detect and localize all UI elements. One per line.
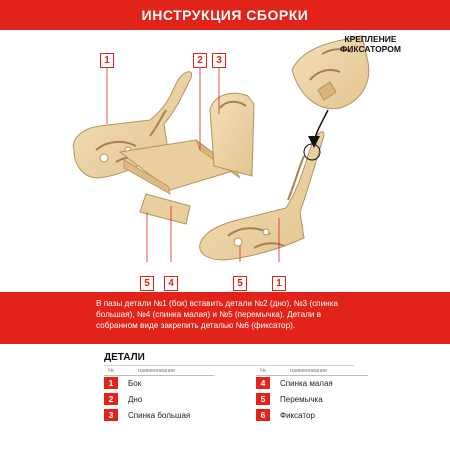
col-num-left: № bbox=[108, 368, 114, 374]
marker-part-1-back: 1 bbox=[100, 53, 114, 68]
col-name-left: наименование bbox=[138, 368, 176, 374]
callout-line-2: ФИКСАТОРОМ bbox=[340, 44, 401, 54]
small-back-piece bbox=[140, 194, 190, 224]
part-num-6: 6 bbox=[256, 409, 270, 421]
page-banner bbox=[0, 0, 450, 30]
parts-title: ДЕТАЛИ bbox=[104, 352, 145, 363]
instruction-line-3: собранном виде закрепить деталью №6 (фиксатор). bbox=[96, 321, 296, 330]
col-name-right: наименование bbox=[290, 368, 328, 374]
part-num-2: 2 bbox=[104, 393, 118, 405]
part-name-1: Бок bbox=[128, 379, 142, 388]
instruction-line-2: большая), №4 (спинка малая) и №5 (перемычка). Детали в bbox=[96, 310, 322, 319]
part-name-2: Дно bbox=[128, 395, 143, 404]
assembly-illustration bbox=[0, 30, 450, 292]
part-name-4: Спинка малая bbox=[280, 379, 333, 388]
part-num-5: 5 bbox=[256, 393, 270, 405]
marker-part-1-front: 1 bbox=[272, 276, 286, 291]
banner-title: ИНСТРУКЦИЯ СБОРКИ bbox=[141, 7, 309, 23]
marker-part-3: 3 bbox=[212, 53, 226, 68]
part-name-6: Фиксатор bbox=[280, 411, 315, 420]
marker-part-5-right: 5 bbox=[233, 276, 247, 291]
callout-line-1: КРЕПЛЕНИЕ bbox=[344, 34, 397, 44]
part-name-5: Перемычка bbox=[280, 395, 323, 404]
fixator-callout bbox=[340, 34, 401, 54]
instruction-line-1: В пазы детали №1 (бок) вставить детали №2 (дно), №3 (спинка bbox=[96, 299, 339, 308]
marker-part-2: 2 bbox=[193, 53, 207, 68]
assembly-instruction bbox=[0, 292, 450, 344]
col-num-right: № bbox=[260, 368, 266, 374]
marker-part-5-left: 5 bbox=[140, 276, 154, 291]
col-underline-left bbox=[104, 375, 214, 376]
marker-part-4: 4 bbox=[164, 276, 178, 291]
part-name-3: Спинка большая bbox=[128, 411, 191, 420]
part-num-3: 3 bbox=[104, 409, 118, 421]
part-num-4: 4 bbox=[256, 377, 270, 389]
part-num-1: 1 bbox=[104, 377, 118, 389]
col-underline-right bbox=[256, 375, 368, 376]
parts-divider bbox=[104, 365, 354, 366]
